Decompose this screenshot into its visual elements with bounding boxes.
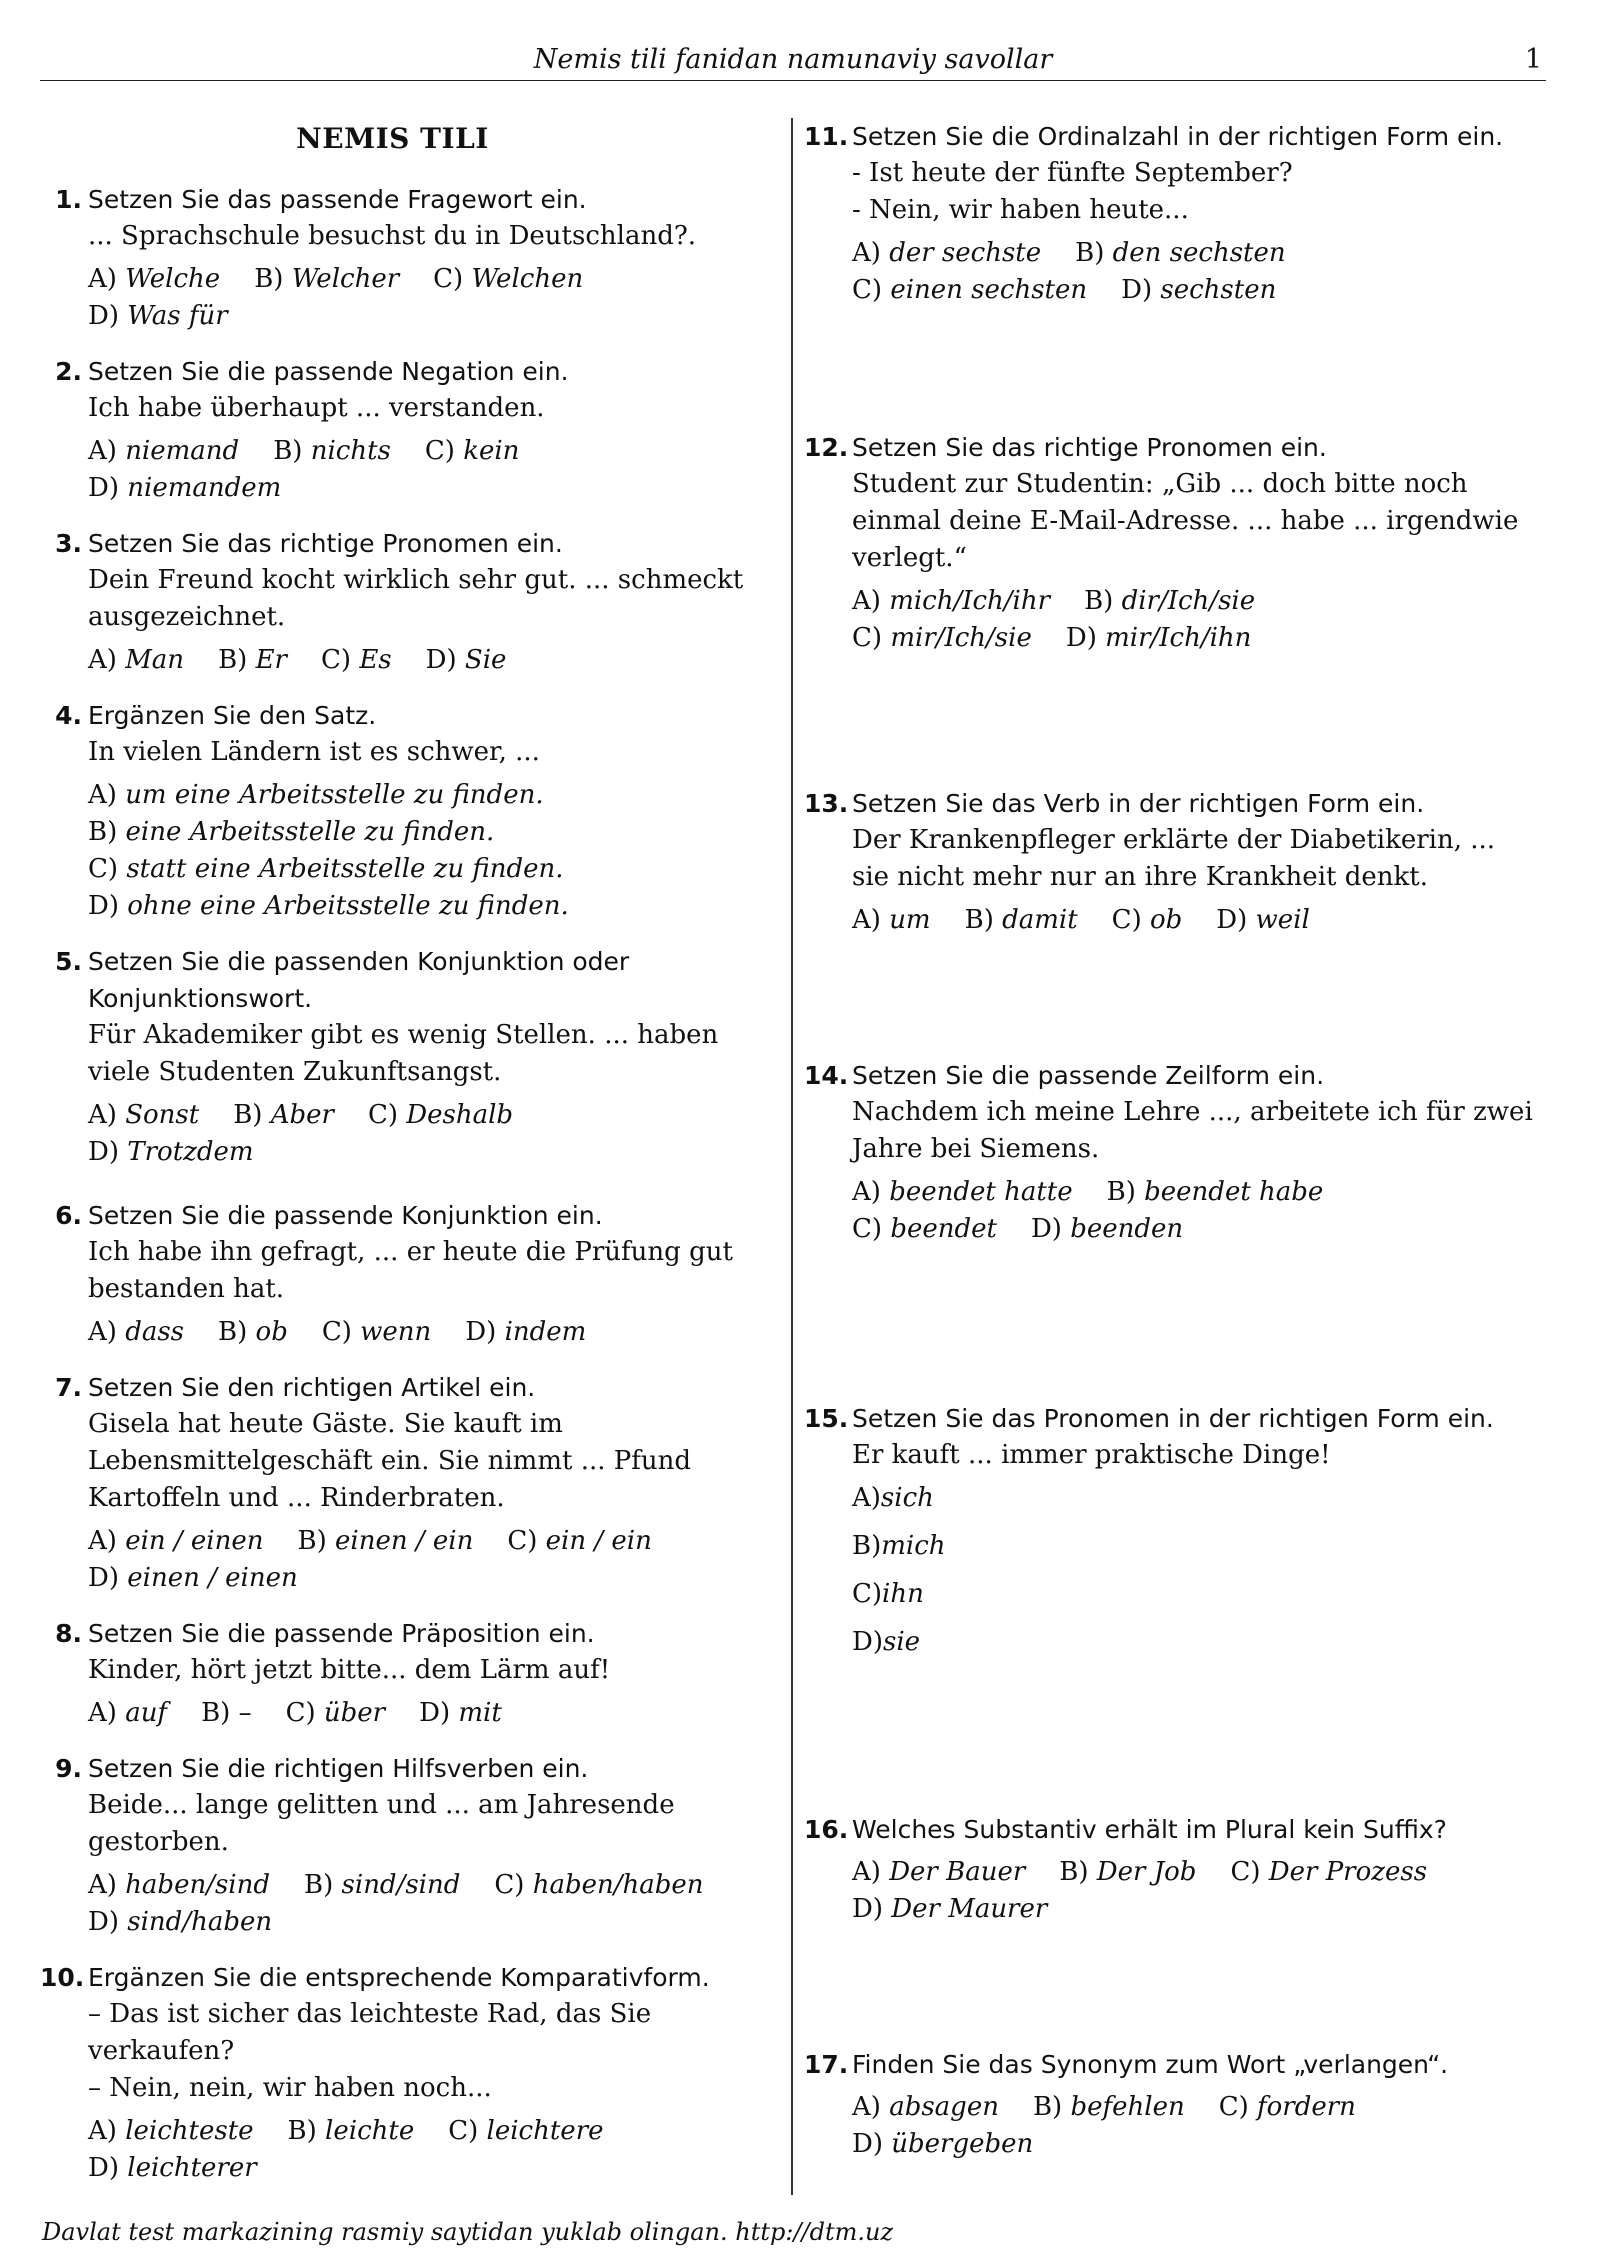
option-letter: D) bbox=[88, 473, 119, 503]
question-number: 7. bbox=[55, 1373, 82, 1402]
answer-options bbox=[88, 1695, 745, 1732]
answer-option-c[interactable] bbox=[448, 2113, 603, 2150]
option-text: mich bbox=[881, 1531, 946, 1561]
option-text: leichte bbox=[325, 2116, 415, 2146]
option-text: beenden bbox=[1070, 1214, 1184, 1244]
right-column bbox=[804, 118, 1534, 2181]
option-text: ob bbox=[1149, 905, 1183, 935]
option-letter: B) bbox=[218, 645, 248, 675]
question-instruction: Setzen Sie das richtige Pronomen ein. bbox=[88, 529, 563, 558]
option-text: statt eine Arbeitsstelle zu finden. bbox=[126, 854, 564, 884]
answer-options bbox=[88, 2113, 745, 2187]
option-letter: B) bbox=[964, 905, 994, 935]
question-instruction: Setzen Sie den richtigen Artikel ein. bbox=[88, 1373, 536, 1402]
question-instruction: Finden Sie das Synonym zum Wort „verlangen“. bbox=[852, 2050, 1449, 2079]
option-text: Sie bbox=[464, 645, 507, 675]
option-letter: B) bbox=[1032, 2092, 1063, 2122]
option-text: um eine Arbeitsstelle zu finden. bbox=[125, 780, 544, 810]
answer-option-b[interactable] bbox=[304, 1867, 460, 1904]
answer-option-d[interactable] bbox=[1216, 902, 1310, 939]
answer-options bbox=[88, 642, 745, 679]
answer-option-c[interactable] bbox=[852, 1576, 1500, 1613]
option-letter: A) bbox=[852, 1177, 881, 1207]
option-text: Der Maurer bbox=[891, 1894, 1048, 1924]
answer-option-b[interactable] bbox=[233, 1097, 334, 1134]
answer-option-a[interactable] bbox=[88, 1097, 199, 1134]
option-text: Welchen bbox=[471, 264, 584, 294]
option-text: ob bbox=[255, 1317, 288, 1347]
answer-options bbox=[852, 235, 1534, 309]
option-text: Welcher bbox=[291, 264, 400, 294]
question-number: 1. bbox=[55, 185, 82, 214]
answer-option-d[interactable] bbox=[88, 470, 281, 507]
question-13 bbox=[804, 785, 1534, 939]
question-instruction: Setzen Sie die passenden Konjunktion oder Konjunktionswort. bbox=[88, 947, 630, 1013]
option-text: fordern bbox=[1257, 2092, 1356, 2122]
option-text: ein / ein bbox=[545, 1526, 652, 1556]
question-instruction: Setzen Sie die passende Präposition ein. bbox=[88, 1619, 595, 1648]
option-letter: D) bbox=[852, 1627, 883, 1657]
option-text: Trotzdem bbox=[127, 1137, 254, 1167]
question-number: 4. bbox=[55, 701, 82, 730]
question-text: Der Krankenpfleger erklärte der Diabetikerin, ... sie nicht mehr nur an ihre Krankheit denkt. bbox=[852, 825, 1496, 892]
question-instruction: Setzen Sie die passende Konjunktion ein. bbox=[88, 1201, 603, 1230]
question-number: 17. bbox=[804, 2050, 849, 2079]
answer-option-a[interactable] bbox=[88, 261, 220, 298]
option-letter: B) bbox=[1084, 586, 1114, 616]
answer-options bbox=[88, 261, 745, 335]
question-instruction: Setzen Sie die Ordinalzahl in der richtigen Form ein. bbox=[852, 122, 1504, 151]
question-17 bbox=[804, 2046, 1534, 2163]
option-text: übergeben bbox=[891, 2129, 1034, 2159]
answer-option-d[interactable] bbox=[88, 298, 228, 335]
answer-option-a[interactable] bbox=[852, 1174, 1073, 1211]
question-number: 11. bbox=[804, 122, 849, 151]
question-number: 12. bbox=[804, 433, 849, 462]
page-footer: Davlat test markazining rasmiy saytidan yuklab olingan. http://dtm.uz bbox=[42, 2218, 894, 2246]
option-letter: B) bbox=[88, 817, 118, 847]
answer-option-a[interactable] bbox=[88, 1695, 167, 1732]
option-letter: D) bbox=[419, 1698, 451, 1728]
answer-option-c[interactable] bbox=[88, 851, 745, 888]
option-text: leichteste bbox=[125, 2116, 254, 2146]
option-letter: B) bbox=[297, 1526, 327, 1556]
question-text: – Das ist sicher das leichteste Rad, das Sie verkaufen? – Nein, nein, wir haben noch... bbox=[88, 1999, 652, 2103]
answer-option-d[interactable] bbox=[1066, 620, 1252, 657]
option-letter: C) bbox=[433, 264, 464, 294]
answer-option-c[interactable] bbox=[425, 433, 520, 470]
option-text: – bbox=[238, 1698, 252, 1728]
question-text: Für Akademiker gibt es wenig Stellen. ... haben viele Studenten Zukunftsangst. bbox=[88, 1020, 719, 1087]
option-letter: B) bbox=[273, 436, 303, 466]
answer-option-a[interactable] bbox=[852, 902, 931, 939]
answer-option-d[interactable] bbox=[88, 1560, 298, 1597]
option-letter: D) bbox=[1065, 623, 1097, 653]
option-letter: A) bbox=[852, 586, 881, 616]
option-letter: A) bbox=[88, 645, 117, 675]
option-text: ihn bbox=[882, 1579, 924, 1609]
answer-options bbox=[852, 1854, 1534, 1928]
option-letter: B) bbox=[218, 1317, 248, 1347]
question-instruction: Ergänzen Sie die entsprechende Komparativform. bbox=[88, 1963, 710, 1992]
option-text: Der Prozess bbox=[1268, 1857, 1428, 1887]
option-text: leichtere bbox=[486, 2116, 604, 2146]
answer-option-a[interactable] bbox=[88, 1523, 264, 1560]
question-16 bbox=[804, 1811, 1534, 1928]
option-letter: A) bbox=[852, 238, 881, 268]
option-text: niemandem bbox=[127, 473, 282, 503]
option-letter: B) bbox=[1106, 1177, 1136, 1207]
option-letter: B) bbox=[304, 1870, 334, 1900]
answer-option-a[interactable] bbox=[852, 235, 1041, 272]
answer-option-c[interactable] bbox=[1219, 2089, 1356, 2126]
option-text: einen / ein bbox=[335, 1526, 474, 1556]
option-text: Aber bbox=[270, 1100, 334, 1130]
option-text: sich bbox=[880, 1483, 934, 1513]
question-number: 10. bbox=[40, 1963, 85, 1992]
option-text: absagen bbox=[889, 2092, 999, 2122]
answer-option-b[interactable] bbox=[1107, 1174, 1324, 1211]
answer-option-d[interactable] bbox=[852, 2126, 1033, 2163]
option-text: sind/sind bbox=[341, 1870, 461, 1900]
option-letter: C) bbox=[1230, 1857, 1261, 1887]
answer-option-a[interactable] bbox=[88, 1867, 270, 1904]
option-text: beendet habe bbox=[1144, 1177, 1324, 1207]
answer-option-c[interactable] bbox=[322, 1314, 431, 1351]
answer-option-c[interactable] bbox=[1230, 1854, 1427, 1891]
option-letter: B) bbox=[287, 2116, 317, 2146]
question-15 bbox=[804, 1400, 1534, 1661]
answer-option-a[interactable] bbox=[88, 1314, 184, 1351]
question-6 bbox=[40, 1197, 745, 1351]
answer-options bbox=[88, 1097, 745, 1171]
option-letter: D) bbox=[852, 1894, 883, 1924]
option-text: mit bbox=[458, 1698, 502, 1728]
option-text: Es bbox=[359, 645, 392, 675]
option-letter: C) bbox=[88, 854, 119, 884]
option-text: weil bbox=[1255, 905, 1310, 935]
option-letter: C) bbox=[494, 1870, 525, 1900]
option-text: auf bbox=[125, 1698, 168, 1728]
question-text: Er kauft ... immer praktische Dinge! bbox=[852, 1440, 1331, 1470]
answer-option-d[interactable] bbox=[88, 1134, 254, 1171]
option-text: mich/Ich/ihr bbox=[889, 586, 1051, 616]
question-text: Ich habe überhaupt ... verstanden. bbox=[88, 393, 545, 423]
option-letter: D) bbox=[88, 1137, 119, 1167]
question-instruction: Ergänzen Sie den Satz. bbox=[88, 701, 377, 730]
option-text: um bbox=[889, 905, 931, 935]
question-number: 16. bbox=[804, 1815, 849, 1844]
answer-option-b[interactable] bbox=[852, 1528, 1500, 1565]
option-text: Deshalb bbox=[406, 1100, 514, 1130]
option-letter: C) bbox=[367, 1100, 399, 1130]
answer-option-b[interactable] bbox=[1075, 235, 1286, 272]
question-7 bbox=[40, 1369, 745, 1597]
option-text: Er bbox=[255, 645, 287, 675]
question-text: Student zur Studentin: „Gib ... doch bitte noch einmal deine E-Mail-Adresse. ... habe ... irgendwie verlegt.“ bbox=[852, 469, 1519, 573]
option-letter: C) bbox=[448, 2116, 479, 2146]
option-letter: A) bbox=[88, 1870, 117, 1900]
option-text: Der Job bbox=[1096, 1857, 1197, 1887]
question-2 bbox=[40, 353, 745, 507]
option-text: kein bbox=[463, 436, 520, 466]
option-letter: D) bbox=[88, 301, 119, 331]
header-title: Nemis tili fanidan namunaviy savollar bbox=[533, 44, 1053, 75]
option-letter: A) bbox=[88, 264, 117, 294]
answer-option-c[interactable] bbox=[433, 261, 583, 298]
answer-option-b[interactable] bbox=[254, 261, 399, 298]
answer-option-c[interactable] bbox=[368, 1097, 513, 1134]
option-letter: B) bbox=[852, 1531, 882, 1561]
option-letter: B) bbox=[1075, 238, 1105, 268]
answer-options bbox=[88, 433, 745, 507]
answer-option-b[interactable] bbox=[1084, 583, 1255, 620]
option-text: indem bbox=[504, 1317, 587, 1347]
answer-options bbox=[88, 777, 745, 925]
answer-option-a[interactable] bbox=[852, 1854, 1025, 1891]
question-12 bbox=[804, 429, 1534, 657]
left-question-list bbox=[40, 181, 745, 2187]
answer-option-a[interactable] bbox=[852, 1480, 1500, 1517]
option-letter: A) bbox=[88, 1317, 117, 1347]
option-text: Welche bbox=[125, 264, 221, 294]
question-instruction: Setzen Sie das Verb in der richtigen Form ein. bbox=[852, 789, 1425, 818]
answer-option-b[interactable] bbox=[288, 2113, 415, 2150]
question-number: 15. bbox=[804, 1404, 849, 1433]
question-text: Gisela hat heute Gäste. Sie kauft im Lebensmittelgeschäft ein. Sie nimmt ... Pfund Kartoffeln und ... Rinderbraten. bbox=[88, 1409, 692, 1513]
answer-option-d[interactable] bbox=[88, 2150, 257, 2187]
option-letter: B) bbox=[254, 264, 284, 294]
answer-option-c[interactable] bbox=[1112, 902, 1183, 939]
option-text: sie bbox=[883, 1627, 921, 1657]
option-text: Was für bbox=[127, 301, 228, 331]
option-letter: A) bbox=[88, 780, 117, 810]
option-letter: A) bbox=[88, 1100, 117, 1130]
option-text: dir/Ich/sie bbox=[1121, 586, 1256, 616]
answer-options bbox=[852, 2089, 1534, 2163]
option-letter: C) bbox=[507, 1526, 538, 1556]
option-text: haben/haben bbox=[532, 1870, 704, 1900]
answer-option-a[interactable] bbox=[852, 583, 1050, 620]
question-10 bbox=[40, 1959, 745, 2187]
option-letter: A) bbox=[88, 1698, 117, 1728]
answer-option-a[interactable] bbox=[88, 2113, 254, 2150]
option-letter: C) bbox=[1218, 2092, 1249, 2122]
option-text: beendet hatte bbox=[889, 1177, 1073, 1207]
page-header bbox=[40, 40, 1546, 81]
answer-option-a[interactable] bbox=[852, 2089, 999, 2126]
option-text: damit bbox=[1002, 905, 1078, 935]
option-text: den sechsten bbox=[1112, 238, 1286, 268]
question-3 bbox=[40, 525, 745, 679]
answer-option-d[interactable] bbox=[852, 1624, 1500, 1661]
option-text: mir/Ich/ihn bbox=[1105, 623, 1252, 653]
answer-option-c[interactable] bbox=[507, 1523, 652, 1560]
right-question-list bbox=[804, 118, 1534, 2163]
answer-option-c[interactable] bbox=[852, 1211, 997, 1248]
question-text: - Ist heute der fünfte September? - Nein, wir haben heute... bbox=[852, 158, 1293, 225]
answer-option-b[interactable] bbox=[1059, 1854, 1196, 1891]
option-letter: A) bbox=[852, 1483, 881, 1513]
option-text: niemand bbox=[125, 436, 240, 466]
option-text: sind/haben bbox=[127, 1907, 273, 1937]
option-letter: D) bbox=[88, 1563, 119, 1593]
answer-options bbox=[852, 902, 1534, 939]
question-number: 14. bbox=[804, 1061, 849, 1090]
answer-option-d[interactable] bbox=[88, 888, 745, 925]
option-text: ohne eine Arbeitsstelle zu finden. bbox=[127, 891, 569, 921]
question-text: Ich habe ihn gefragt, ... er heute die Prüfung gut bestanden hat. bbox=[88, 1237, 733, 1304]
answer-option-d[interactable] bbox=[1121, 272, 1276, 309]
answer-option-b[interactable] bbox=[298, 1523, 474, 1560]
question-number: 13. bbox=[804, 789, 849, 818]
option-letter: B) bbox=[1059, 1857, 1089, 1887]
option-text: ein / einen bbox=[125, 1526, 264, 1556]
question-instruction: Setzen Sie die passende Negation ein. bbox=[88, 357, 569, 386]
question-14 bbox=[804, 1057, 1534, 1248]
column-divider bbox=[791, 118, 793, 2195]
option-text: über bbox=[323, 1698, 386, 1728]
answer-options bbox=[852, 1480, 1534, 1661]
option-text: beendet bbox=[890, 1214, 997, 1244]
question-8 bbox=[40, 1615, 745, 1732]
question-text: Dein Freund kocht wirklich sehr gut. ... schmeckt ausgezeichnet. bbox=[88, 565, 744, 632]
option-text: mir/Ich/sie bbox=[890, 623, 1032, 653]
option-letter: C) bbox=[1111, 905, 1142, 935]
option-text: Sonst bbox=[125, 1100, 200, 1130]
option-text: nichts bbox=[310, 436, 391, 466]
question-4 bbox=[40, 697, 745, 925]
answer-option-d[interactable] bbox=[465, 1314, 586, 1351]
question-instruction: Setzen Sie die passende Zeilform ein. bbox=[852, 1061, 1325, 1090]
question-text: Kinder, hört jetzt bitte... dem Lärm auf! bbox=[88, 1655, 611, 1685]
answer-option-d[interactable] bbox=[426, 642, 507, 679]
answer-option-c[interactable] bbox=[321, 642, 392, 679]
question-number: 9. bbox=[55, 1754, 82, 1783]
answer-options bbox=[852, 1174, 1534, 1248]
option-letter: C) bbox=[852, 1214, 883, 1244]
left-column bbox=[40, 118, 745, 2205]
answer-option-b[interactable] bbox=[1033, 2089, 1185, 2126]
option-letter: C) bbox=[852, 275, 883, 305]
option-letter: D) bbox=[88, 2153, 119, 2183]
option-letter: A) bbox=[852, 2092, 881, 2122]
question-instruction: Setzen Sie das Pronomen in der richtigen Form ein. bbox=[852, 1404, 1494, 1433]
option-text: einen / einen bbox=[127, 1563, 298, 1593]
option-letter: D) bbox=[88, 891, 119, 921]
option-letter: C) bbox=[321, 1317, 352, 1347]
question-number: 3. bbox=[55, 529, 82, 558]
option-text: befehlen bbox=[1070, 2092, 1185, 2122]
question-text: Nachdem ich meine Lehre ..., arbeitete ich für zwei Jahre bei Siemens. bbox=[852, 1097, 1533, 1164]
section-title: NEMIS TILI bbox=[296, 122, 489, 155]
answer-option-d[interactable] bbox=[1031, 1211, 1183, 1248]
question-11 bbox=[804, 118, 1534, 309]
question-instruction: Setzen Sie die richtigen Hilfsverben ein. bbox=[88, 1754, 589, 1783]
question-number: 2. bbox=[55, 357, 82, 386]
question-5 bbox=[40, 943, 745, 1171]
option-text: dass bbox=[125, 1317, 185, 1347]
option-text: Man bbox=[125, 645, 185, 675]
option-letter: C) bbox=[852, 623, 883, 653]
option-text: sechsten bbox=[1160, 275, 1277, 305]
option-letter: C) bbox=[852, 1579, 883, 1609]
option-text: einen sechsten bbox=[890, 275, 1088, 305]
question-instruction: Setzen Sie das richtige Pronomen ein. bbox=[852, 433, 1327, 462]
answer-option-d[interactable] bbox=[88, 1904, 272, 1941]
answer-option-d[interactable] bbox=[419, 1695, 502, 1732]
answer-option-b[interactable] bbox=[88, 814, 745, 851]
answer-option-b[interactable] bbox=[965, 902, 1078, 939]
page-number: 1 bbox=[1524, 44, 1542, 75]
question-text: Beide... lange gelitten und ... am Jahresende gestorben. bbox=[88, 1790, 675, 1857]
question-number: 6. bbox=[55, 1201, 82, 1230]
answer-option-d[interactable] bbox=[852, 1891, 1047, 1928]
option-text: eine Arbeitsstelle zu finden. bbox=[125, 817, 495, 847]
option-letter: D) bbox=[88, 1907, 119, 1937]
option-letter: C) bbox=[321, 645, 352, 675]
answer-options bbox=[88, 1314, 745, 1351]
question-instruction: Setzen Sie das passende Fragewort ein. bbox=[88, 185, 587, 214]
option-letter: D) bbox=[1216, 905, 1248, 935]
option-letter: A) bbox=[852, 905, 881, 935]
question-text: In vielen Ländern ist es schwer, ... bbox=[88, 737, 540, 767]
option-letter: B) bbox=[233, 1100, 263, 1130]
option-letter: D) bbox=[1030, 1214, 1062, 1244]
question-text: ... Sprachschule besuchst du in Deutschland?. bbox=[88, 221, 697, 251]
question-instruction: Welches Substantiv erhält im Plural kein Suffix? bbox=[852, 1815, 1447, 1844]
answer-option-c[interactable] bbox=[852, 272, 1087, 309]
answer-option-c[interactable] bbox=[494, 1867, 703, 1904]
answer-option-a[interactable] bbox=[88, 642, 184, 679]
option-letter: D) bbox=[1121, 275, 1153, 305]
answer-option-b[interactable] bbox=[201, 1695, 252, 1732]
answer-option-a[interactable] bbox=[88, 777, 745, 814]
answer-option-b[interactable] bbox=[218, 1314, 288, 1351]
option-text: haben/sind bbox=[125, 1870, 271, 1900]
option-letter: A) bbox=[852, 1857, 881, 1887]
option-letter: C) bbox=[424, 436, 455, 466]
option-letter: A) bbox=[88, 2116, 117, 2146]
question-number: 5. bbox=[55, 947, 82, 976]
option-text: wenn bbox=[360, 1317, 432, 1347]
option-text: Der Bauer bbox=[889, 1857, 1026, 1887]
answer-option-c[interactable] bbox=[852, 620, 1032, 657]
option-text: leichterer bbox=[127, 2153, 257, 2183]
option-letter: A) bbox=[88, 436, 117, 466]
option-letter: B) bbox=[201, 1698, 231, 1728]
answer-options bbox=[88, 1523, 745, 1597]
answer-options bbox=[852, 583, 1534, 657]
option-text: der sechste bbox=[889, 238, 1042, 268]
option-letter: C) bbox=[285, 1698, 316, 1728]
answer-options bbox=[88, 1867, 745, 1941]
question-number: 8. bbox=[55, 1619, 82, 1648]
question-1 bbox=[40, 181, 745, 335]
answer-option-c[interactable] bbox=[286, 1695, 386, 1732]
option-letter: D) bbox=[852, 2129, 883, 2159]
option-letter: D) bbox=[465, 1317, 497, 1347]
answer-option-b[interactable] bbox=[218, 642, 287, 679]
option-letter: A) bbox=[88, 1526, 117, 1556]
answer-option-a[interactable] bbox=[88, 433, 239, 470]
question-9 bbox=[40, 1750, 745, 1941]
answer-option-b[interactable] bbox=[273, 433, 391, 470]
option-letter: D) bbox=[425, 645, 457, 675]
